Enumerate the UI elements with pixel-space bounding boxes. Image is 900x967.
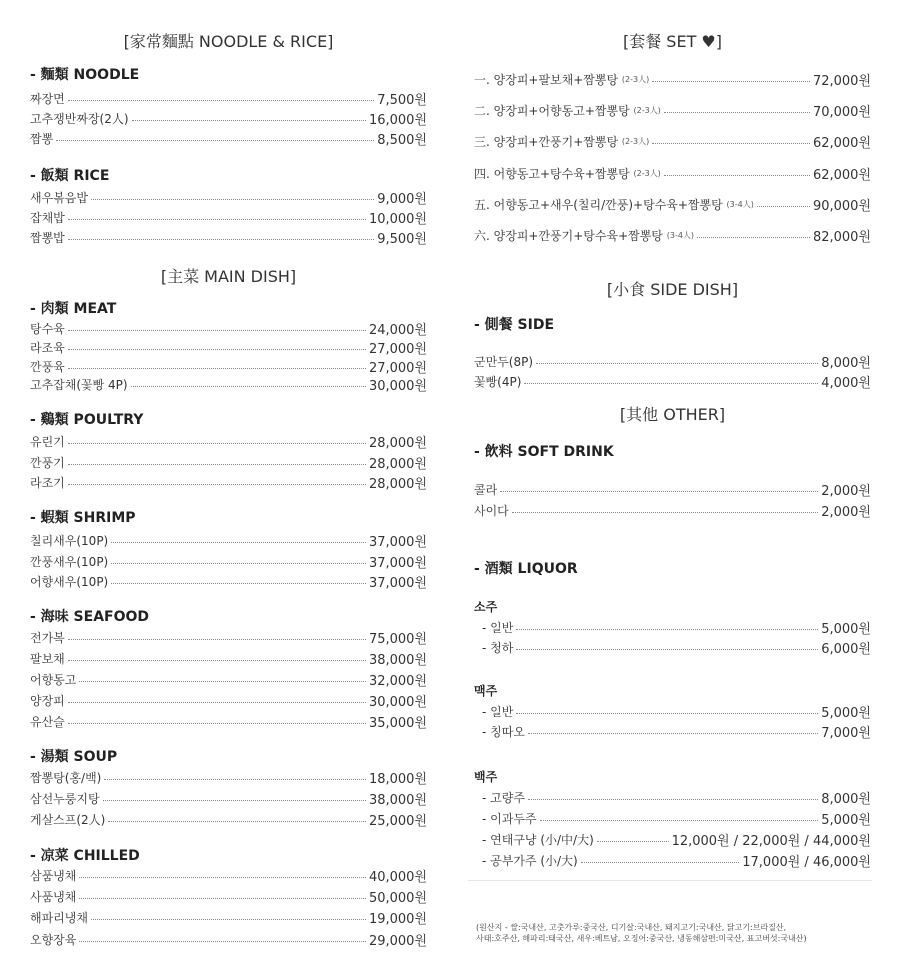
- dot-leader: [103, 800, 366, 801]
- item-name: 짬뽕: [30, 131, 54, 146]
- item-price: 5,000원: [821, 705, 871, 721]
- menu-item: [30, 649, 427, 667]
- item-price: 70,000원: [812, 104, 871, 120]
- subcategory-beer: 맥주: [474, 684, 498, 698]
- item-name: 잡채밥: [30, 210, 65, 225]
- item-name: 깐풍기: [30, 455, 65, 470]
- dot-leader: [536, 363, 818, 364]
- item-price: 2,000원: [821, 483, 871, 499]
- dot-leader: [68, 219, 366, 220]
- item-name: 고추쟁반짜장(2人): [30, 111, 129, 126]
- menu-item: [30, 768, 427, 786]
- item-name: 탕수육: [30, 321, 65, 336]
- menu-item: [482, 851, 871, 869]
- set-item: [474, 195, 871, 213]
- item-name: - 연태구냥 (小/中/大): [482, 832, 594, 847]
- menu-item: [30, 691, 427, 709]
- item-price: 90,000원: [812, 198, 871, 214]
- item-price: 30,000원: [368, 694, 427, 710]
- item-price: 8,500원: [377, 132, 427, 148]
- item-price: 7,000원: [821, 725, 871, 741]
- menu-item: [474, 501, 871, 519]
- category-shrimp: - 蝦類 SHRIMP: [30, 510, 136, 526]
- origin-line-2: 사태:호주산, 해파리:태국산, 새우:베트남, 오징어:중국산, 냉동해삼편:미국산, 표고버섯:국내산): [476, 934, 807, 943]
- dot-leader: [68, 349, 366, 350]
- section-title-set: [套餐 SET ♥]: [622, 32, 723, 51]
- category-chilled: - 凉菜 CHILLED: [30, 848, 140, 864]
- item-price: 50,000원: [368, 890, 427, 906]
- menu-item: [482, 788, 871, 806]
- item-name: - 칭따오: [482, 724, 525, 739]
- menu-item: [482, 638, 871, 656]
- menu-item: [30, 930, 427, 948]
- dot-leader: [68, 239, 374, 240]
- item-price: 28,000원: [368, 435, 427, 451]
- dot-leader: [79, 681, 366, 682]
- menu-item: [30, 628, 427, 646]
- item-price: 25,000원: [368, 813, 427, 829]
- item-name: 전가복: [30, 630, 65, 645]
- menu-item: [30, 887, 427, 905]
- item-name: 게살스프(2人): [30, 812, 106, 827]
- menu-item: [30, 319, 427, 337]
- item-price: 7,500원: [377, 92, 427, 108]
- menu-item: [30, 531, 427, 549]
- item-name: 오향장육: [30, 932, 77, 947]
- origin-line-1: (원산지 - 쌀:국내산, 고춧가루:중국산, 디기살:국내산, 돼지고기:국내산, 닭고기:브라질산,: [476, 923, 787, 932]
- dot-leader: [91, 919, 366, 920]
- item-note: (3-4人): [666, 230, 695, 240]
- item-name: 양장피: [30, 693, 65, 708]
- item-name: 칠리새우(10P): [30, 533, 109, 548]
- menu-item: [30, 670, 427, 688]
- item-name: 군만두(8P): [474, 354, 534, 369]
- item-name: 삼선누룽지탕: [30, 791, 100, 806]
- item-price: 28,000원: [368, 476, 427, 492]
- item-price: 18,000원: [368, 771, 427, 787]
- item-price: 8,000원: [821, 355, 871, 371]
- item-price: 10,000원: [368, 211, 427, 227]
- item-price: 38,000원: [368, 792, 427, 808]
- item-name: 짬뽕탕(홍/백): [30, 770, 102, 785]
- dot-leader: [111, 542, 366, 543]
- item-price: 30,000원: [368, 378, 427, 394]
- dot-leader: [512, 512, 818, 513]
- item-price: 37,000원: [368, 555, 427, 571]
- item-name: 해파리냉채: [30, 910, 88, 925]
- origin-note: [476, 922, 876, 944]
- dot-leader: [528, 799, 818, 800]
- category-seafood: - 海味 SEAFOOD: [30, 609, 150, 625]
- item-price: 17,000원 / 46,000원: [742, 854, 871, 870]
- item-price: 40,000원: [368, 869, 427, 885]
- item-price: 28,000원: [368, 456, 427, 472]
- dot-leader: [664, 175, 810, 176]
- item-name: 깐풍육: [30, 359, 65, 374]
- category-poultry: - 鷄類 POULTRY: [30, 412, 144, 428]
- item-price: 35,000원: [368, 715, 427, 731]
- menu-item: [482, 702, 871, 720]
- menu-item: [30, 188, 427, 206]
- dot-leader: [68, 330, 366, 331]
- category-soup: - 湯類 SOUP: [30, 749, 118, 765]
- dot-leader: [132, 120, 366, 121]
- item-price: 75,000원: [368, 631, 427, 647]
- item-name: 라조기: [30, 475, 65, 490]
- menu-item: [30, 375, 427, 393]
- item-name: 四. 어향동고+탕수육+짬뽕탕: [474, 166, 630, 181]
- dot-leader: [79, 877, 366, 878]
- item-name: - 이과두주: [482, 811, 537, 826]
- menu-item: [30, 866, 427, 884]
- dot-leader: [68, 368, 366, 369]
- item-name: 꽃빵(4P): [474, 374, 522, 389]
- dot-leader: [516, 713, 818, 714]
- dot-leader: [652, 143, 810, 144]
- menu-item: [30, 552, 427, 570]
- dot-leader: [68, 484, 366, 485]
- set-item: [474, 132, 871, 150]
- item-price: 29,000원: [368, 933, 427, 949]
- menu-item: [482, 618, 871, 636]
- menu-item: [30, 908, 427, 926]
- item-name: 二. 양장피+어향동고+짬뽕탕: [474, 103, 630, 118]
- item-price: 62,000원: [812, 135, 871, 151]
- dot-leader: [111, 563, 366, 564]
- item-name: - 일반: [482, 704, 514, 719]
- menu-item: [482, 722, 871, 740]
- dot-leader: [68, 443, 366, 444]
- menu-item: [30, 789, 427, 807]
- menu-item: [30, 473, 427, 491]
- item-name: - 공부가주 (小/大): [482, 853, 578, 868]
- dot-leader: [108, 821, 366, 822]
- item-name: - 일반: [482, 620, 514, 635]
- dot-leader: [68, 702, 366, 703]
- item-name: 유산슬: [30, 714, 65, 729]
- menu-item: [30, 129, 427, 147]
- item-name: 어향동고: [30, 672, 77, 687]
- item-price: 32,000원: [368, 673, 427, 689]
- menu-item: [482, 809, 871, 827]
- item-name: 깐풍새우(10P): [30, 554, 109, 569]
- category-rice: - 飯類 RICE: [30, 168, 110, 184]
- item-name: 고추잡채(꽃빵 4P): [30, 377, 128, 392]
- category-side: - 側餐 SIDE: [474, 317, 555, 333]
- dot-leader: [597, 841, 669, 842]
- item-price: 5,000원: [821, 812, 871, 828]
- item-name: 유린기: [30, 434, 65, 449]
- menu-item: [30, 228, 427, 246]
- menu-item: [30, 810, 427, 828]
- dot-leader: [131, 386, 366, 387]
- menu-item: [30, 453, 427, 471]
- menu-item: [474, 480, 871, 498]
- dot-leader: [79, 941, 366, 942]
- item-name: 짜장면: [30, 91, 65, 106]
- menu-item: [30, 208, 427, 226]
- item-price: 37,000원: [368, 575, 427, 591]
- item-name: 三. 양장피+깐풍기+짬뽕탕: [474, 134, 619, 149]
- item-name: 콜라: [474, 482, 498, 497]
- category-liquor: - 酒類 LIQUOR: [474, 561, 578, 577]
- item-price: 2,000원: [821, 504, 871, 520]
- menu-item: [30, 357, 427, 375]
- section-title-side-dish: [小食 SIDE DISH]: [606, 280, 739, 299]
- item-note: (2-3人): [633, 105, 661, 115]
- category-noodle: - 麵類 NOODLE: [30, 67, 140, 83]
- dot-leader: [652, 81, 810, 82]
- subcategory-soju: 소주: [474, 600, 498, 614]
- menu-item: [30, 432, 427, 450]
- divider: [468, 880, 872, 881]
- item-price: 24,000원: [368, 322, 427, 338]
- dot-leader: [68, 464, 366, 465]
- item-price: 16,000원: [368, 112, 427, 128]
- dot-leader: [697, 237, 810, 238]
- menu-item: [474, 372, 871, 390]
- dot-leader: [68, 639, 366, 640]
- subcategory-baijiu: 백주: [474, 770, 498, 784]
- item-name: 五. 어향동고+새우(칠리/깐풍)+탕수육+짬뽕탕: [474, 197, 723, 212]
- item-note: (3-4人): [726, 199, 754, 209]
- set-item: [474, 101, 871, 119]
- dot-leader: [68, 660, 366, 661]
- item-price: 82,000원: [812, 229, 871, 245]
- item-note: (2-3人): [633, 168, 661, 178]
- set-item: [474, 226, 871, 244]
- menu-item: [30, 338, 427, 356]
- item-price: 62,000원: [812, 167, 871, 183]
- menu-item: [30, 572, 427, 590]
- item-note: (2-3人): [621, 136, 650, 146]
- dot-leader: [56, 140, 374, 141]
- item-price: 8,000원: [821, 791, 871, 807]
- section-title-noodle-rice: [家常麵點 NOODLE & RICE]: [123, 32, 334, 51]
- item-name: 라조육: [30, 340, 65, 355]
- dot-leader: [91, 199, 374, 200]
- dot-leader: [524, 383, 818, 384]
- dot-leader: [68, 723, 366, 724]
- item-price: 37,000원: [368, 534, 427, 550]
- dot-leader: [111, 583, 366, 584]
- category-meat: - 肉類 MEAT: [30, 301, 117, 317]
- item-name: 어향새우(10P): [30, 574, 109, 589]
- dot-leader: [516, 629, 818, 630]
- dot-leader: [664, 112, 810, 113]
- item-name: 六. 양장피+깐풍기+탕수육+짬뽕탕: [474, 228, 663, 243]
- section-title-main-dish: [主菜 MAIN DISH]: [160, 267, 297, 286]
- menu-item: [30, 712, 427, 730]
- item-price: 38,000원: [368, 652, 427, 668]
- item-name: - 청하: [482, 640, 514, 655]
- set-item: [474, 164, 871, 182]
- dot-leader: [516, 649, 818, 650]
- section-title-other: [其他 OTHER]: [619, 405, 726, 424]
- menu-item: [30, 109, 427, 127]
- item-price: 5,000원: [821, 621, 871, 637]
- dot-leader: [757, 206, 810, 207]
- item-name: 새우볶음밥: [30, 190, 88, 205]
- item-name: 팔보채: [30, 651, 65, 666]
- item-name: 사품냉채: [30, 889, 77, 904]
- dot-leader: [68, 100, 374, 101]
- item-name: 사이다: [474, 503, 509, 518]
- dot-leader: [104, 779, 366, 780]
- item-name: 一. 양장피+팔보채+짬뽕탕: [474, 72, 619, 87]
- item-price: 27,000원: [368, 360, 427, 376]
- item-price: 9,500원: [377, 231, 427, 247]
- item-price: 12,000원 / 22,000원 / 44,000원: [671, 833, 871, 849]
- item-name: 짬뽕밥: [30, 230, 65, 245]
- dot-leader: [79, 898, 366, 899]
- category-soft-drink: - 飲料 SOFT DRINK: [474, 444, 614, 460]
- item-price: 72,000원: [812, 73, 871, 89]
- dot-leader: [500, 491, 818, 492]
- menu-item: [30, 89, 427, 107]
- menu-item: [474, 352, 871, 370]
- set-item: [474, 70, 871, 88]
- item-name: 삼품냉채: [30, 868, 77, 883]
- item-note: (2-3人): [621, 74, 650, 84]
- item-price: 27,000원: [368, 341, 427, 357]
- item-price: 9,000원: [377, 191, 427, 207]
- dot-leader: [528, 733, 818, 734]
- item-price: 4,000원: [821, 375, 871, 391]
- dot-leader: [540, 820, 819, 821]
- item-name: - 고량주: [482, 790, 525, 805]
- item-price: 6,000원: [821, 641, 871, 657]
- dot-leader: [581, 862, 740, 863]
- item-price: 19,000원: [368, 911, 427, 927]
- menu-item: [482, 830, 871, 848]
